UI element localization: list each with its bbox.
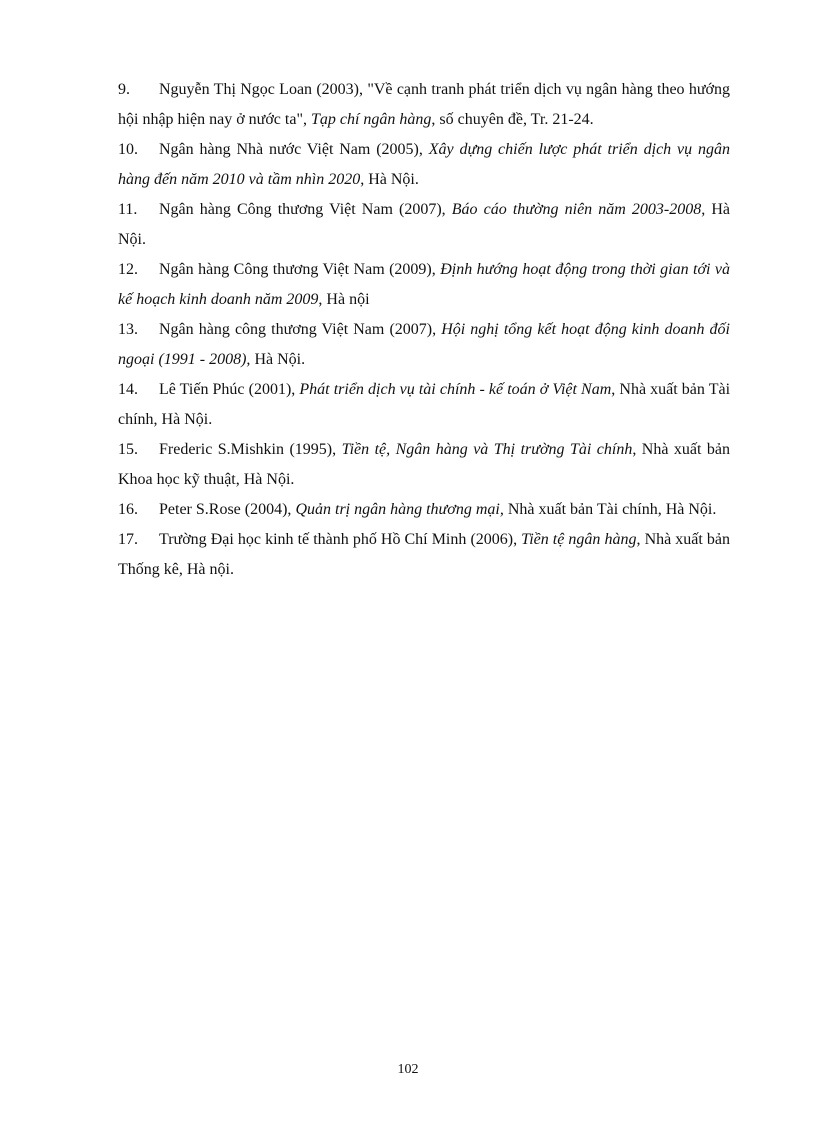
reference-item — [118, 375, 730, 435]
reference-publisher: , Nhà xuất bản Thống kê, Hà nội. — [118, 531, 731, 578]
reference-number: 13. — [118, 321, 138, 338]
reference-text: Lê Tiến Phúc (2001), — [159, 381, 300, 398]
reference-item — [118, 255, 730, 315]
reference-number: 9. — [118, 81, 130, 98]
reference-number: 16. — [118, 501, 138, 518]
reference-text: Frederic S.Mishkin (1995), — [159, 441, 342, 458]
reference-number: 14. — [118, 381, 138, 398]
reference-publisher: , Hà nội — [318, 291, 370, 308]
reference-item — [118, 495, 730, 525]
reference-publisher: Nhà xuất bản Tài chính, Hà Nội. — [503, 501, 717, 518]
reference-title: Tiền tệ ngân hàng — [521, 531, 637, 548]
reference-text: Trường Đại học kinh tế thành phố Hồ Chí Minh (2006), — [159, 531, 522, 548]
reference-number: 12. — [118, 261, 138, 278]
reference-item — [118, 75, 730, 135]
reference-publisher: , Nhà xuất bản Tài chính, Hà Nội. — [118, 381, 731, 428]
reference-item — [118, 435, 730, 495]
page-number: 102 — [397, 1062, 419, 1077]
reference-text: Peter S.Rose (2004), — [159, 501, 296, 518]
reference-number: 17. — [118, 531, 138, 548]
reference-item — [118, 135, 730, 195]
reference-title: Phát triển dịch vụ tài chính - kế toán ở Việt Nam — [299, 381, 612, 398]
reference-item — [118, 195, 730, 255]
reference-text: Ngân hàng Nhà nước Việt Nam (2005), — [159, 141, 429, 158]
reference-item — [118, 525, 730, 585]
reference-title: Xây dựng chiến lược phát triển dịch vụ ngân hàng đến năm 2010 và tầm nhìn 2020 — [118, 141, 731, 188]
reference-text: Nguyễn Thị Ngọc Loan (2003), "Về cạnh tranh phát triển dịch vụ ngân hàng theo hướng hội nhập hiện nay ở nước ta", — [118, 81, 730, 128]
reference-publisher: , Hà Nội. — [118, 201, 731, 248]
reference-title: Hội nghị tổng kết hoạt động kinh doanh đối ngoại (1991 - 2008), — [118, 321, 730, 368]
reference-text: Ngân hàng công thương Việt Nam (2007), — [159, 321, 442, 338]
reference-text: Ngân hàng Công thương Việt Nam (2007), — [159, 201, 452, 218]
reference-publisher: , Hà Nội. — [360, 171, 419, 188]
reference-publisher: , Nhà xuất bản Khoa học kỹ thuật, Hà Nội. — [118, 441, 731, 488]
reference-list — [118, 75, 730, 585]
reference-title: Quản trị ngân hàng thương mại, — [295, 501, 504, 518]
reference-item — [118, 315, 730, 375]
reference-title: Báo cáo thường niên năm 2003-2008 — [451, 201, 702, 218]
reference-publisher: , số chuyên đề, Tr. 21-24. — [431, 111, 594, 128]
reference-text: Ngân hàng Công thương Việt Nam (2009), — [159, 261, 441, 278]
reference-title: Tạp chí ngân hàng — [310, 111, 432, 128]
reference-number: 11. — [118, 201, 138, 218]
reference-title: Tiền tệ, Ngân hàng và Thị trường Tài chính — [341, 441, 633, 458]
reference-number: 10. — [118, 141, 138, 158]
reference-title: Định hướng hoạt động trong thời gian tới và kế hoạch kinh doanh năm 2009 — [118, 261, 731, 308]
reference-publisher: Hà Nội. — [250, 351, 306, 368]
reference-number: 15. — [118, 441, 138, 458]
